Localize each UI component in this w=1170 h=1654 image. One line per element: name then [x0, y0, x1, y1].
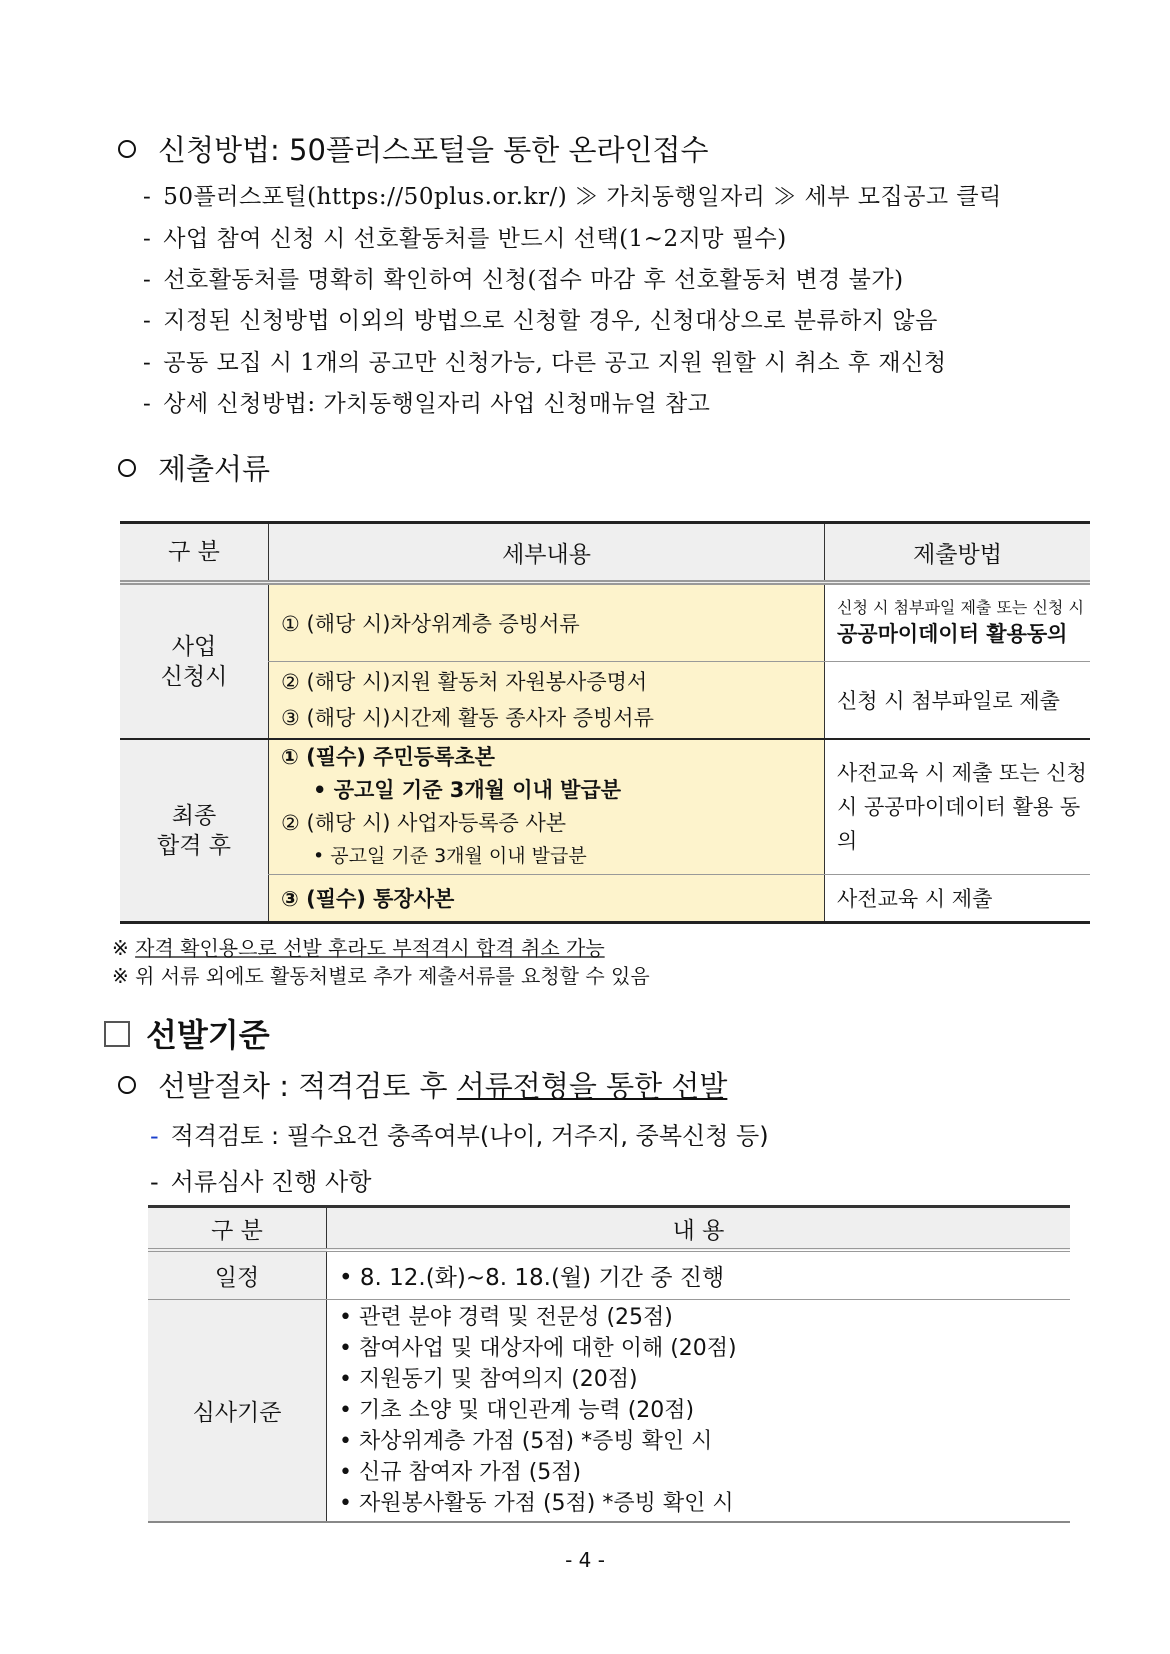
criteria-item: • 자원봉사활동 가점 (5점) *증빙 확인 시 — [339, 1491, 734, 1516]
apply-item: - 사업 참여 신청 시 선호활동처를 반드시 선택(1~2지망 필수) — [143, 226, 787, 252]
criteria-item: • 기초 소양 및 대인관계 능력 (20점) — [339, 1398, 695, 1423]
apply-item: - 지정된 신청방법 이외의 방법으로 신청할 경우, 신청대상으로 분류하지 않음 — [143, 308, 938, 334]
criteria-label: 심사기준 — [148, 1300, 327, 1523]
circle-bullet-icon — [118, 140, 136, 158]
docs-heading: 제출서류 — [118, 447, 270, 488]
table-header-row — [120, 523, 1090, 583]
table-row — [120, 583, 1090, 662]
square-bullet-icon — [104, 1021, 130, 1047]
category-cell: 사업 신청시 — [120, 583, 269, 740]
criteria-list — [327, 1300, 1071, 1523]
criteria-item: • 관련 분야 경력 및 전문성 (25점) — [339, 1305, 673, 1330]
schedule-label: 일정 — [148, 1250, 327, 1300]
criteria-item: • 신규 참여자 가점 (5점) — [339, 1460, 582, 1485]
table-row — [148, 1300, 1070, 1523]
header-content: 내 용 — [327, 1207, 1071, 1251]
documents-table — [120, 521, 1090, 924]
method-cell: 신청 시 첨부파일 제출 또는 신청 시 공공마이데이터 활용동의 — [825, 583, 1091, 662]
schedule-value: • 8. 12.(화)~8. 18.(월) 기간 중 진행 — [327, 1250, 1071, 1300]
header-method: 제출방법 — [825, 523, 1091, 583]
category-cell: 최종 합격 후 — [120, 739, 269, 923]
note-line: ※ 위 서류 외에도 활동처별로 추가 제출서류를 요청할 수 있음 — [112, 964, 650, 988]
criteria-item: • 차상위계층 가점 (5점) *증빙 확인 시 — [339, 1429, 713, 1454]
apply-item: - 50플러스포털(https://50plus.or.kr/) ≫ 가치동행일자리 ≫ 세부 모집공고 클릭 — [143, 184, 1002, 210]
circle-bullet-icon — [118, 459, 136, 477]
header-category: 구 분 — [120, 523, 269, 583]
header-details: 세부내용 — [269, 523, 825, 583]
criteria-item: • 참여사업 및 대상자에 대한 이해 (20점) — [339, 1336, 737, 1361]
table-row — [148, 1250, 1070, 1300]
header-category: 구 분 — [148, 1207, 327, 1251]
criteria-item: • 지원동기 및 참여의지 (20점) — [339, 1367, 638, 1392]
details-cell: ③ (필수) 통장사본 — [269, 875, 825, 923]
eligibility-line: - 적격검토 : 필수요건 충족여부(나이, 거주지, 중복신청 등) — [150, 1122, 769, 1150]
method-cell: 사전교육 시 제출 — [825, 875, 1091, 923]
note-line: ※ 자격 확인용으로 선발 후라도 부적격시 합격 취소 가능 — [112, 936, 605, 960]
apply-item: - 선호활동처를 명확히 확인하여 신청(접수 마감 후 선호활동처 변경 불가) — [143, 267, 904, 293]
method-cell: 신청 시 첨부파일로 제출 — [825, 662, 1091, 740]
circle-bullet-icon — [118, 1076, 136, 1094]
selection-heading: 선발기준 — [104, 1010, 270, 1056]
apply-item: - 공동 모집 시 1개의 공고만 신청가능, 다른 공고 지원 원할 시 취소 후 재신청 — [143, 350, 947, 376]
review-table — [148, 1205, 1070, 1523]
details-cell: ② (해당 시)지원 활동처 자원봉사증명서 ③ (해당 시)시간제 활동 종사자 증빙서류 — [269, 662, 825, 740]
review-title: - 서류심사 진행 사항 — [150, 1168, 372, 1196]
page-number: - 4 - — [565, 1548, 605, 1572]
apply-method-heading: 신청방법: 50플러스포털을 통한 온라인접수 — [118, 128, 709, 169]
method-cell: 사전교육 시 제출 또는 신청 시 공공마이데이터 활용 동의 — [825, 739, 1091, 875]
details-cell: ① (해당 시)차상위계층 증빙서류 — [269, 583, 825, 662]
table-row — [120, 739, 1090, 875]
table-header-row — [148, 1207, 1070, 1251]
apply-item: - 상세 신청방법: 가치동행일자리 사업 신청매뉴얼 참고 — [143, 391, 711, 417]
details-cell: ① (필수) 주민등록초본 • 공고일 기준 3개월 이내 발급분 ② (해당 시) 사업자등록증 사본 • 공고일 기준 3개월 이내 발급분 — [269, 739, 825, 875]
procedure-line: 선발절차 : 적격검토 후 서류전형을 통한 선발 — [118, 1064, 727, 1105]
